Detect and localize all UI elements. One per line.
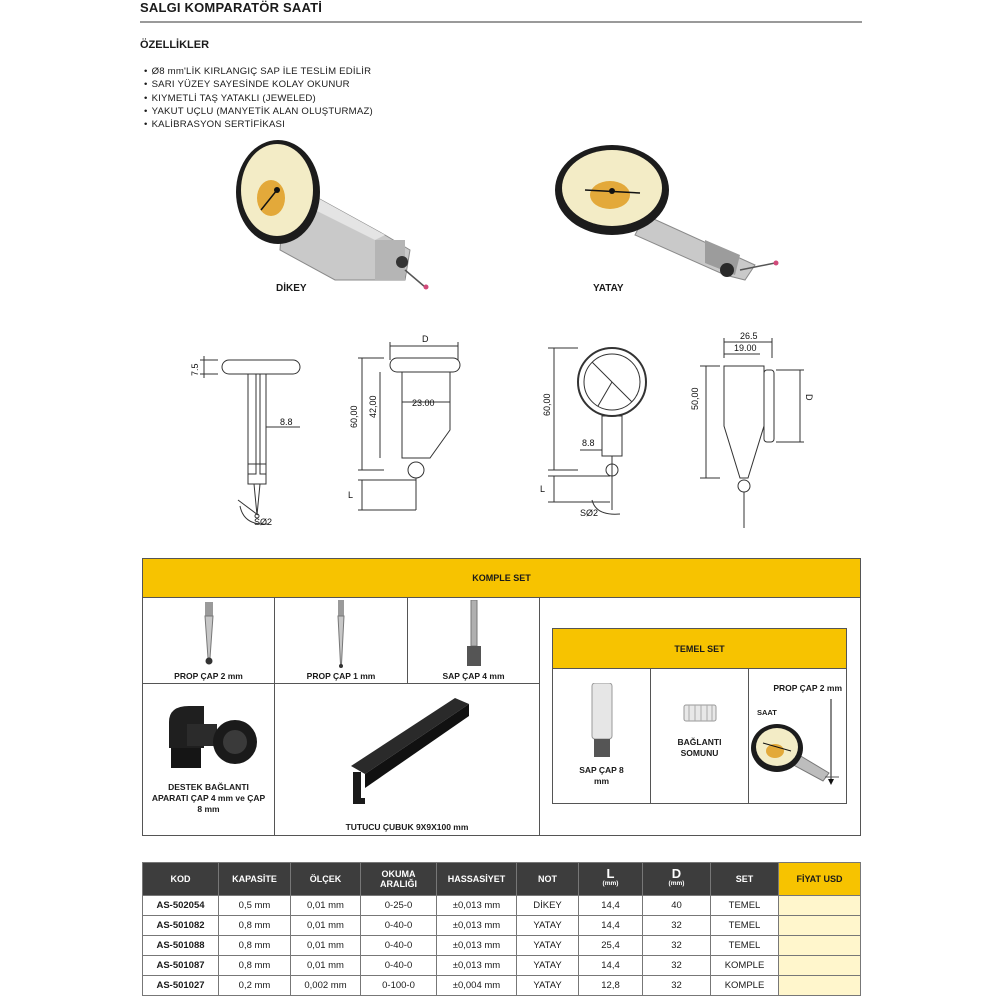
cell: 0-100-0 xyxy=(361,976,437,996)
col-header-label: L xyxy=(606,866,615,881)
feature-item: • Ø8 mm'LİK KIRLANGIÇ SAP İLE TESLİM EDİLİR xyxy=(144,65,373,78)
cell: DİKEY xyxy=(517,896,579,916)
basic-item-label: SAP ÇAP 8 mm xyxy=(579,765,624,786)
cell: 0,01 mm xyxy=(291,936,361,956)
title-divider xyxy=(140,21,862,23)
feature-item: • YAKUT UÇLU (MANYETİK ALAN OLUŞTURMAZ) xyxy=(144,105,373,118)
features-heading: ÖZELLİKLER xyxy=(140,39,210,51)
table-row xyxy=(143,896,861,916)
basic-set-panel xyxy=(552,628,847,804)
cell: YATAY xyxy=(517,956,579,976)
cell: 0,8 mm xyxy=(219,956,291,976)
cell: 0,5 mm xyxy=(219,896,291,916)
col-header-l xyxy=(579,863,643,896)
basic-item-label: BAĞLANTI SOMUNU xyxy=(677,737,722,758)
cell: TEMEL xyxy=(711,936,779,956)
cell: 32 xyxy=(643,956,711,976)
cell: 14,4 xyxy=(579,956,643,976)
cell: KOMPLE xyxy=(711,956,779,976)
dim-label: 26.5 xyxy=(740,331,758,341)
basic-item-nut xyxy=(651,669,749,803)
kit-item-probe-1mm xyxy=(275,598,408,684)
cell: 14,4 xyxy=(579,896,643,916)
basic-set-header: TEMEL SET xyxy=(553,629,846,669)
cell: 40 xyxy=(643,896,711,916)
cell: ±0,013 mm xyxy=(437,956,517,976)
dim-label: 19.00 xyxy=(734,343,757,353)
price-cell xyxy=(779,976,861,996)
kit-item-support-clamp xyxy=(143,684,275,836)
cell: 32 xyxy=(643,976,711,996)
feature-item: • KIYMETLİ TAŞ YATAKLI (JEWELED) xyxy=(144,92,373,105)
probe-callout-label: PROP ÇAP 2 mm xyxy=(773,683,842,693)
dim-label: 8.8 xyxy=(280,417,293,427)
cell: ±0,013 mm xyxy=(437,896,517,916)
gauge-image xyxy=(749,693,846,793)
cell: YATAY xyxy=(517,916,579,936)
dim-label: 8.8 xyxy=(582,438,595,448)
cell: TEMEL xyxy=(711,896,779,916)
table-header-row xyxy=(143,863,861,896)
kit-item-probe-2mm xyxy=(143,598,275,684)
shank-4mm-image xyxy=(464,600,484,668)
cell: 12,8 xyxy=(579,976,643,996)
kit-item-label: PROP ÇAP 1 mm xyxy=(306,671,376,681)
cell: 14,4 xyxy=(579,916,643,936)
col-header: KAPASİTE xyxy=(219,863,291,896)
cell: 0,002 mm xyxy=(291,976,361,996)
probe-2mm-image xyxy=(199,602,219,668)
cell: 0-40-0 xyxy=(361,956,437,976)
vertical-gauge-image xyxy=(225,140,435,290)
cell: ±0,013 mm xyxy=(437,916,517,936)
cell: 0,01 mm xyxy=(291,896,361,916)
gauge-callout-label: SAAT xyxy=(757,708,777,717)
price-cell xyxy=(779,916,861,936)
cell: TEMEL xyxy=(711,916,779,936)
table-row xyxy=(143,936,861,956)
cell: ±0,004 mm xyxy=(437,976,517,996)
cell: 0-25-0 xyxy=(361,896,437,916)
cell: 32 xyxy=(643,916,711,936)
table-row xyxy=(143,976,861,996)
horizontal-side-drawing xyxy=(690,331,814,528)
cell: YATAY xyxy=(517,976,579,996)
dim-label: 60,00 xyxy=(349,405,359,428)
horizontal-gauge-image xyxy=(555,145,785,285)
cell: 0,8 mm xyxy=(219,936,291,956)
vertical-label: DİKEY xyxy=(276,283,307,294)
cell: AS-502054 xyxy=(143,896,219,916)
dim-label: L xyxy=(348,490,354,500)
dim-label: L xyxy=(540,484,546,494)
col-header: KOD xyxy=(143,863,219,896)
col-header: SET xyxy=(711,863,779,896)
price-cell xyxy=(779,956,861,976)
dim-label: 50,00 xyxy=(690,387,700,410)
support-clamp-image xyxy=(159,702,259,772)
cell: 0,01 mm xyxy=(291,956,361,976)
connection-nut-image xyxy=(683,703,717,723)
dim-label: SØ2 xyxy=(580,508,599,518)
kit-item-holder-rod xyxy=(275,684,540,836)
vertical-front-drawing xyxy=(348,334,460,510)
holder-rod-image xyxy=(345,692,475,810)
col-header-d xyxy=(643,863,711,896)
vertical-side-drawing xyxy=(190,356,300,527)
price-cell xyxy=(779,936,861,956)
technical-drawings xyxy=(140,330,862,540)
feature-item: • SARI YÜZEY SAYESİNDE KOLAY OKUNUR xyxy=(144,78,373,91)
cell: KOMPLE xyxy=(711,976,779,996)
kit-item-label: DESTEK BAĞLANTI APARATI ÇAP 4 mm ve ÇAP 8 mm xyxy=(151,782,266,814)
shank-8mm-image xyxy=(589,683,615,759)
basic-item-shank-8mm xyxy=(553,669,651,803)
col-header: HASSASİYET xyxy=(437,863,517,896)
complete-set-header: KOMPLE SET xyxy=(143,559,860,598)
cell: AS-501082 xyxy=(143,916,219,936)
cell: YATAY xyxy=(517,936,579,956)
features-list xyxy=(144,65,373,131)
cell: AS-501027 xyxy=(143,976,219,996)
col-header: NOT xyxy=(517,863,579,896)
feature-item: • KALİBRASYON SERTİFİKASI xyxy=(144,118,373,131)
cell: 32 xyxy=(643,936,711,956)
dim-label: SØ2 xyxy=(254,517,273,527)
col-header-label: D xyxy=(671,866,682,881)
cell: 25,4 xyxy=(579,936,643,956)
price-cell xyxy=(779,896,861,916)
kit-item-shank-4mm xyxy=(408,598,540,684)
cell: AS-501087 xyxy=(143,956,219,976)
table-row xyxy=(143,956,861,976)
cell: 0-40-0 xyxy=(361,936,437,956)
kit-item-label: TUTUCU ÇUBUK 9X9X100 mm xyxy=(345,822,469,832)
probe-1mm-image xyxy=(331,600,351,670)
dim-label: D xyxy=(422,334,429,344)
dim-label: 42,00 xyxy=(368,395,378,418)
dim-label: D xyxy=(804,394,814,401)
cell: 0,8 mm xyxy=(219,916,291,936)
kit-item-label: PROP ÇAP 2 mm xyxy=(174,671,243,681)
page-title: SALGI KOMPARATÖR SAATİ xyxy=(140,0,323,15)
col-header-unit: (mm) xyxy=(668,880,685,887)
col-header-price: FİYAT USD xyxy=(779,863,861,896)
dim-label: 7.5 xyxy=(190,363,200,376)
horizontal-front-drawing xyxy=(540,348,646,518)
dim-label: 60,00 xyxy=(542,393,552,416)
table-row xyxy=(143,916,861,936)
spec-table xyxy=(142,862,861,996)
kit-item-label: SAP ÇAP 4 mm xyxy=(442,671,505,681)
col-header: ÖLÇEK xyxy=(291,863,361,896)
cell: 0,2 mm xyxy=(219,976,291,996)
col-header: OKUMA ARALIĞI xyxy=(361,863,437,896)
horizontal-label: YATAY xyxy=(593,283,624,294)
cell: 0-40-0 xyxy=(361,916,437,936)
dim-label: 23.00 xyxy=(412,398,435,408)
col-header-unit: (mm) xyxy=(602,880,619,887)
cell: 0,01 mm xyxy=(291,916,361,936)
basic-item-gauge xyxy=(749,669,846,803)
cell: ±0,013 mm xyxy=(437,936,517,956)
cell: AS-501088 xyxy=(143,936,219,956)
